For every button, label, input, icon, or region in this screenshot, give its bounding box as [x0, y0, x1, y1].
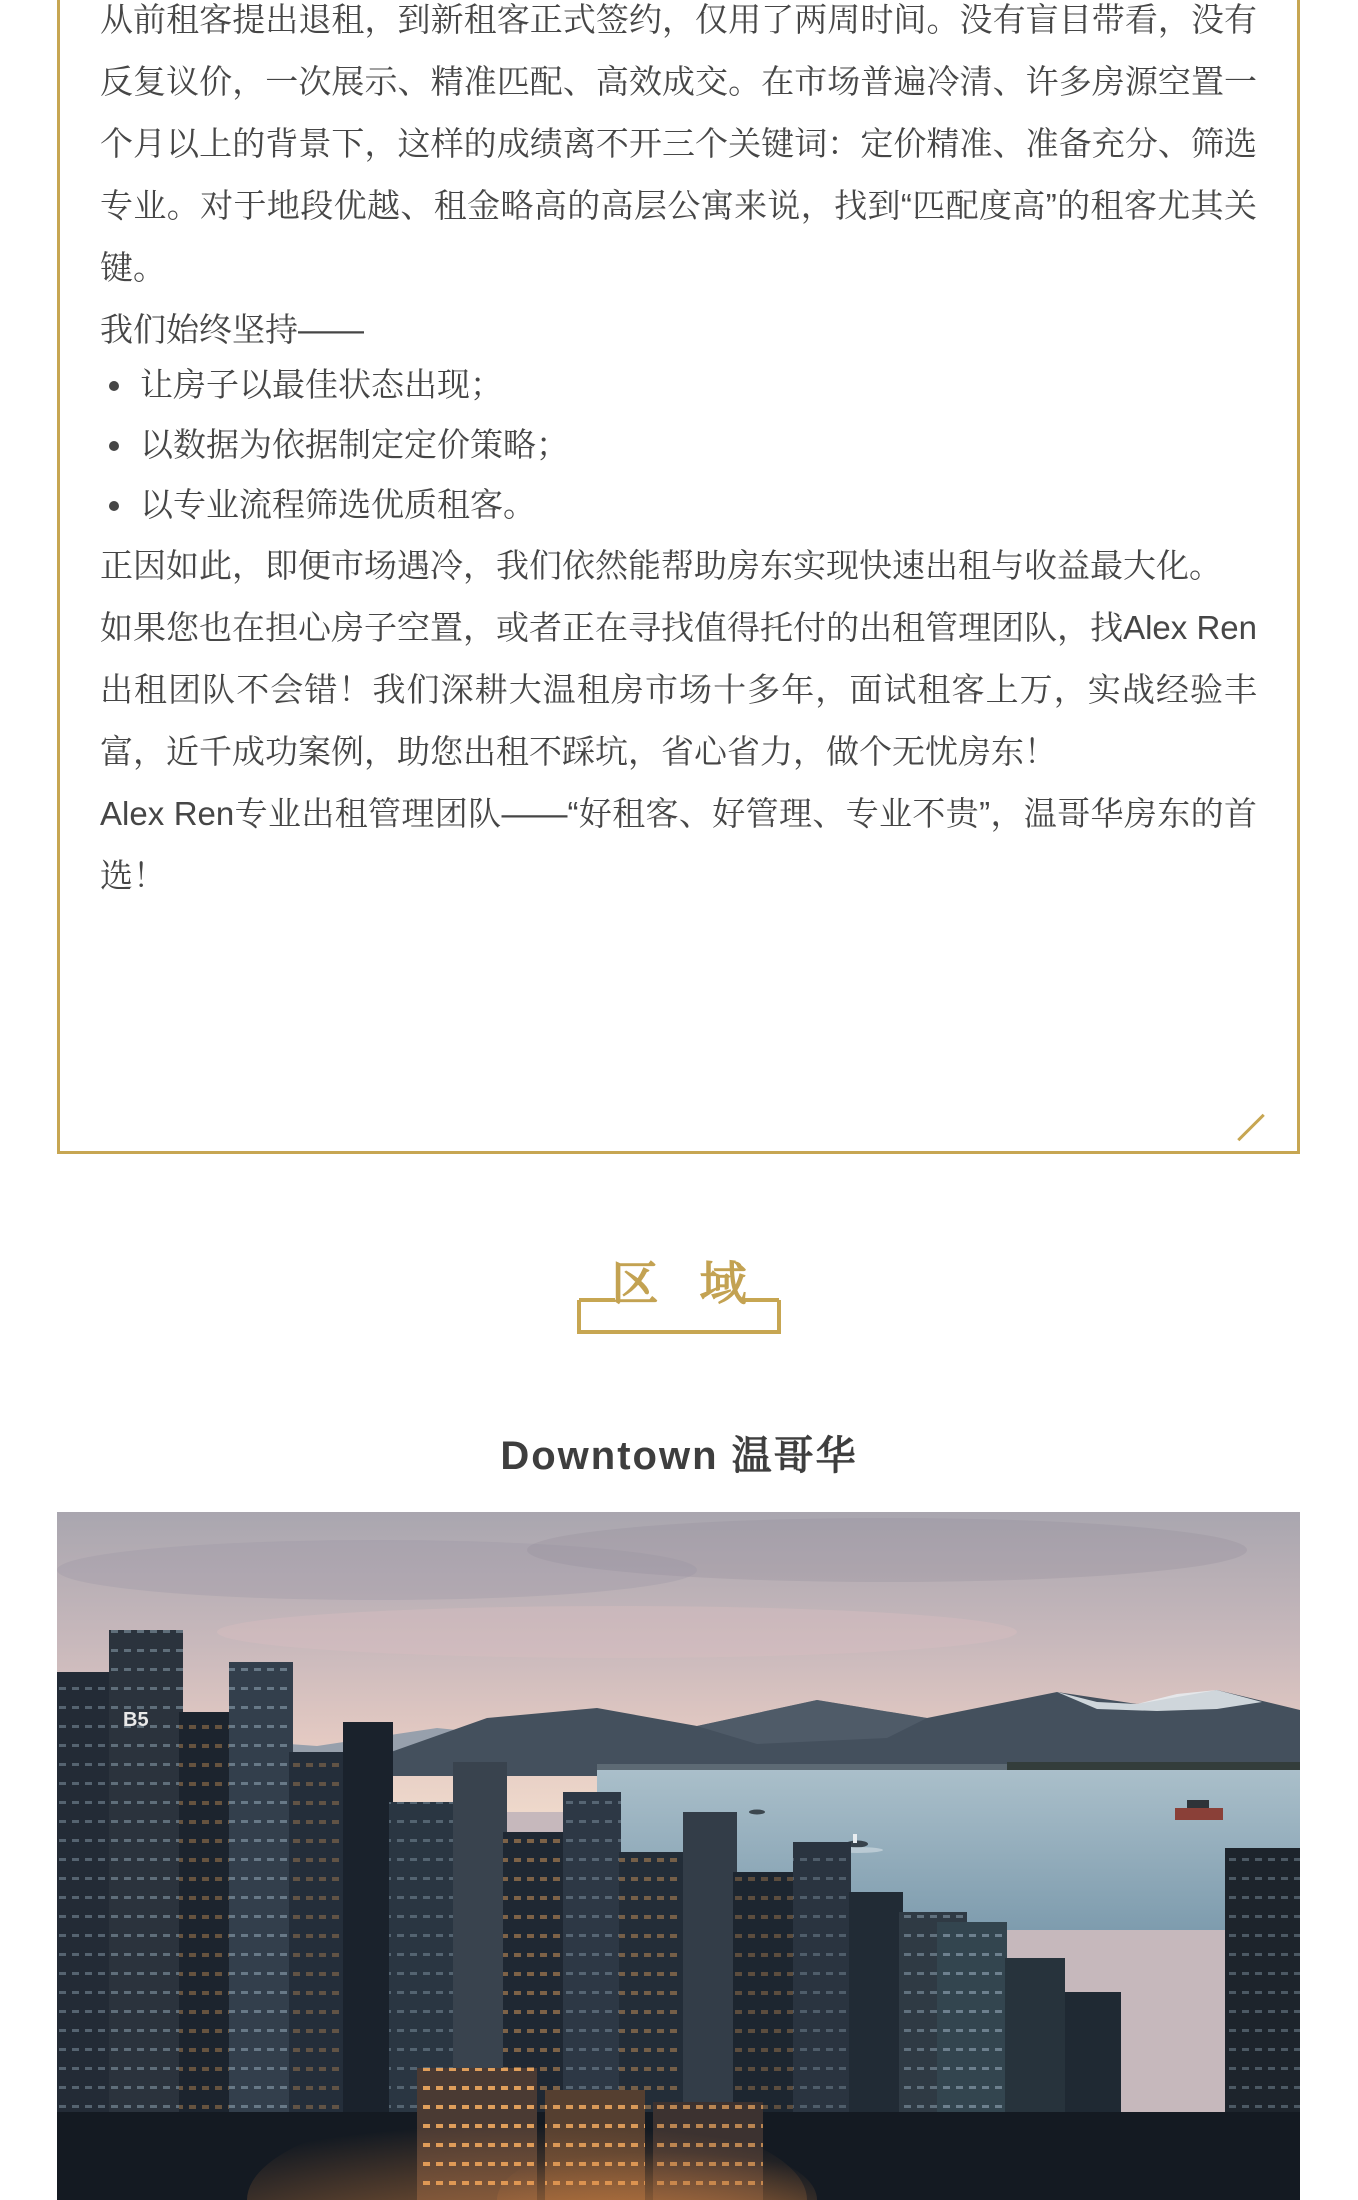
section-header-bracket-frame — [573, 1256, 785, 1338]
section-title: 区 域 — [611, 1257, 761, 1310]
paragraph-call-to-action: 如果您也在担心房子空置，或者正在寻找值得托付的出租管理团队，找Alex Ren出租团队不会错！我们深耕大温租房市场十多年，面试租客上万，实战经验丰富，近千成功案例，助您出租不踩坑，省心省力，做个无忧房东！ — [100, 609, 1257, 770]
paragraph-tagline: Alex Ren专业出租管理团队——“好租客、好管理、专业不贵”，温哥华房东的首选！ — [100, 795, 1257, 894]
article-card — [57, 0, 1300, 1154]
building-sign-text: B5 — [123, 1709, 149, 1731]
downtown-vancouver-photo[interactable] — [57, 1512, 1300, 2200]
list-item: • 以数据为依据制定定价策略； — [136, 415, 1257, 475]
paragraph-case-summary: 从前租客提出退租，到新租客正式签约，仅用了两周时间。没有盲目带看，没有反复议价，一次展示、精准匹配、高效成交。在市场普遍冷清、许多房源空置一个月以上的背景下，这样的成绩离不开三个关键词：定价精准、准备充分、筛选专业。对于地段优越、租金略高的高层公寓来说，找到“匹配度高”的租客尤其关键。 — [100, 1, 1257, 286]
vancouver-skyline-illustration — [57, 1512, 1300, 2200]
corner-slash-decoration — [1237, 1114, 1265, 1142]
principles-list — [100, 355, 1257, 535]
list-item: • 以专业流程筛选优质租客。 — [136, 475, 1257, 535]
paragraph-persist-intro: 我们始终坚持—— — [100, 311, 364, 348]
section-header-region — [0, 1256, 1358, 1338]
list-item: • 让房子以最佳状态出现； — [136, 355, 1257, 415]
paragraph-conclusion: 正因如此，即便市场遇冷，我们依然能帮助房东实现快速出租与收益最大化。 — [100, 547, 1222, 584]
section-subtitle: Downtown 温哥华 — [500, 1434, 858, 1478]
